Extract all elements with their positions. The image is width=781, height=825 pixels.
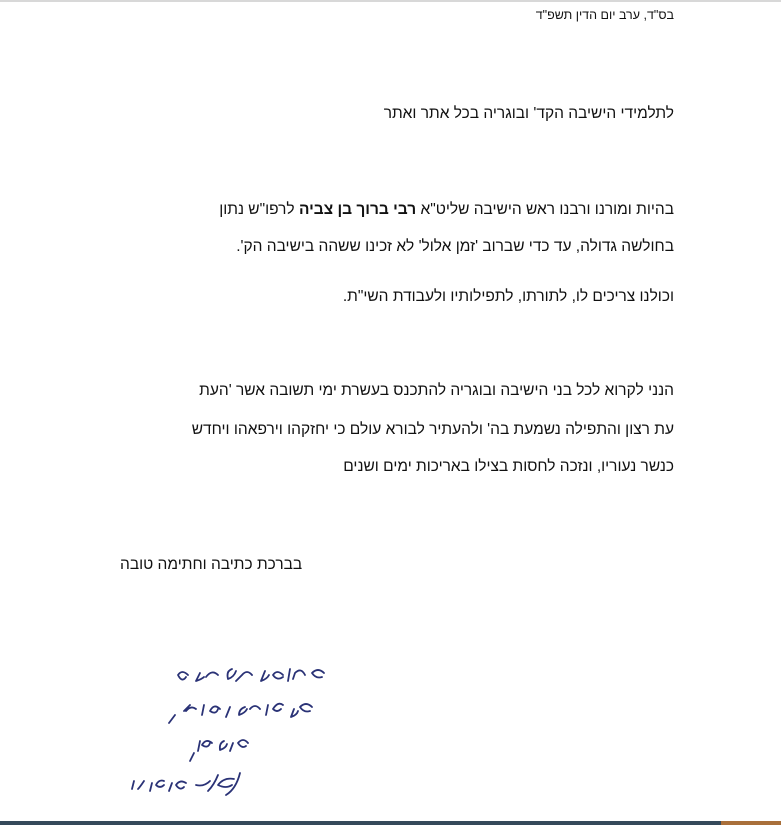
- paragraph-3-line-3: כנשר נעוריו, ונזכה לחסות בצילו באריכות ימים ושנים: [343, 458, 674, 475]
- dateline: בס"ד, ערב יום הדין תשפ"ד: [535, 8, 674, 22]
- paragraph-1-line-1: [219, 200, 674, 220]
- paragraph-3-line-2: עת רצון והתפילה נשמעת בה' ולהעתיר לבורא עולם כי יחזקהו וירפאהו ויחדש: [191, 421, 674, 438]
- closing-blessing: בברכת כתיבה וחתימה טובה: [120, 556, 303, 573]
- text-segment: בהיות ומורנו ורבנו ראש הישיבה שליט"א: [416, 201, 674, 218]
- text-segment: לרפו"ש נתון: [219, 201, 299, 218]
- footer-accent: [721, 821, 781, 825]
- paragraph-3-line-1: הנני לקרוא לכל בני הישיבה ובוגריה להתכנס בעשרת ימי תשובה אשר 'העת: [199, 382, 674, 399]
- handwritten-signature: [100, 645, 360, 820]
- top-rule: [0, 0, 781, 2]
- paragraph-1-line-2: בחולשה גדולה, עד כדי שברוב 'זמן אלול' לא זכינו ששהה בישיבה הק'.: [236, 238, 674, 255]
- paragraph-2-line-1: וכולנו צריכים לו, לתורתו, לתפילותיו ולעבודת השי"ת.: [342, 288, 674, 305]
- footer-bar: [0, 821, 781, 825]
- rabbi-name: רבי ברוך בן צביה: [298, 201, 417, 218]
- salutation: לתלמידי הישיבה הקד' ובוגריה בכל אתר ואתר: [383, 105, 674, 122]
